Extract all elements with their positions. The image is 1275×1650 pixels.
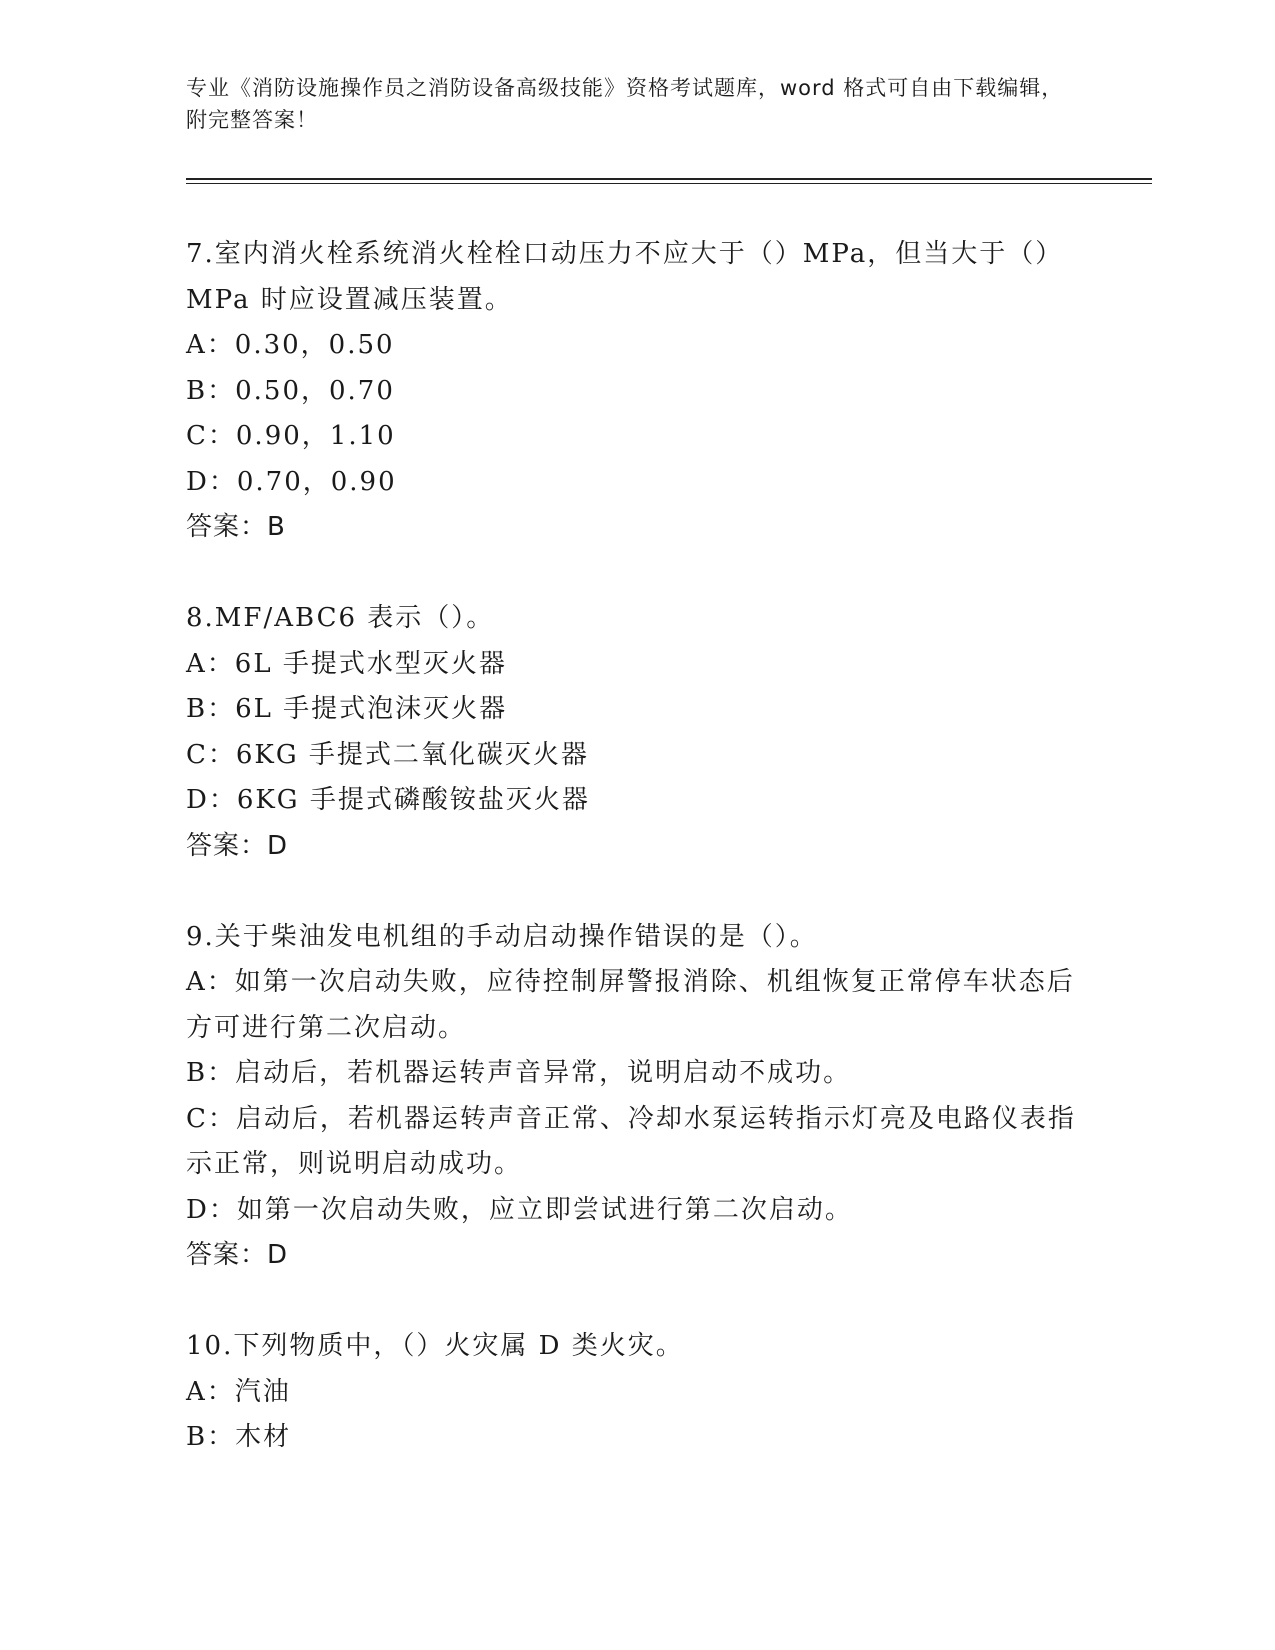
- option-d: D：0.70，0.90: [186, 466, 397, 497]
- header-rule-thin: [186, 183, 1152, 184]
- option-c: C：0.90，1.10: [186, 421, 396, 451]
- document-header: 专业《消防设施操作员之消防设备高级技能》资格考试题库，word 格式可自由下载编辑，附完整答案！: [186, 76, 1064, 132]
- option-a: A：0.30，0.50: [186, 330, 395, 360]
- answer-line: 答案：D: [186, 1240, 289, 1270]
- question-list: [186, 232, 1086, 1506]
- question-stem: 9.关于柴油发电机组的手动启动操作错误的是（）。: [186, 921, 818, 952]
- option-c: C：6KG 手提式二氧化碳灭火器: [186, 739, 589, 770]
- option-b: B：0.50，0.70: [186, 375, 395, 406]
- option-b: B：启动后，若机器运转声音异常，说明启动不成功。: [186, 1058, 852, 1088]
- question-7: [186, 232, 1086, 551]
- option-d: D：6KG 手提式磷酸铵盐灭火器: [186, 785, 590, 815]
- question-stem: 7.室内消火栓系统消火栓栓口动压力不应大于（）MPa，但当大于（）MPa 时应设置减压装置。: [186, 239, 1064, 315]
- question-stem: 10.下列物质中，（）火灾属 D 类火灾。: [186, 1331, 684, 1361]
- option-a: A：如第一次启动失败，应待控制屏警报消除、机组恢复正常停车状态后方可进行第二次启动。: [186, 967, 1075, 1043]
- option-a: A：6L 手提式水型灭火器: [186, 648, 507, 679]
- header-rule-thick: [186, 178, 1152, 180]
- option-b: B：6L 手提式泡沫灭火器: [186, 694, 508, 724]
- question-8: [186, 596, 1086, 869]
- answer-line: 答案：B: [186, 512, 286, 542]
- question-stem: 8.MF/ABC6 表示（）。: [186, 603, 495, 633]
- question-9: [186, 915, 1086, 1279]
- question-10: [186, 1324, 1086, 1461]
- option-b: B：木材: [186, 1422, 292, 1452]
- option-c: C：启动后，若机器运转声音正常、冷却水泵运转指示灯亮及电路仪表指示正常，则说明启动成功。: [186, 1103, 1076, 1179]
- option-d: D：如第一次启动失败，应立即尝试进行第二次启动。: [186, 1194, 853, 1225]
- answer-line: 答案：D: [186, 830, 289, 861]
- option-a: A：汽油: [186, 1376, 291, 1407]
